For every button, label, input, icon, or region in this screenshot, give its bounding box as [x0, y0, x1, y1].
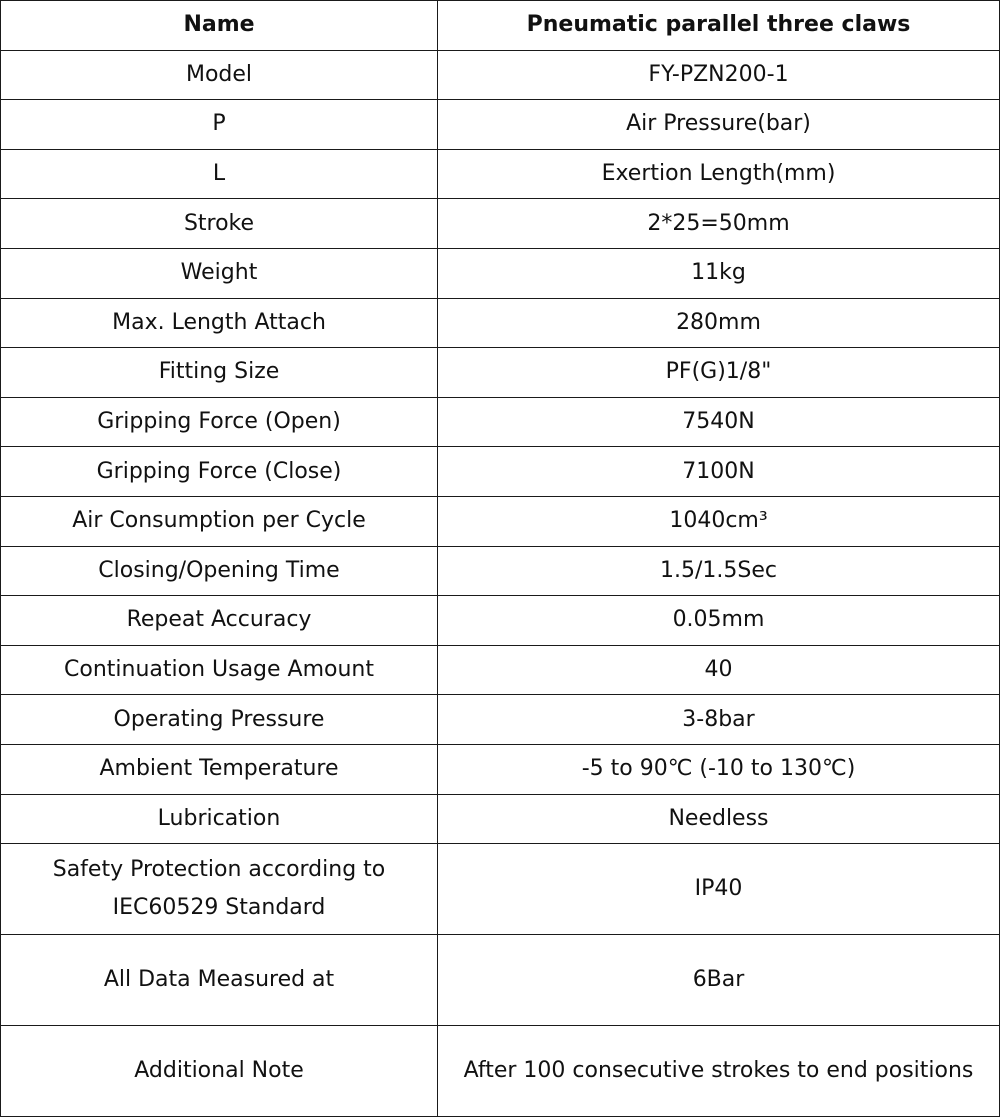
table-row — [1, 645, 1000, 695]
row-value: IP40 — [438, 844, 1000, 935]
table-row — [1, 1026, 1000, 1117]
row-value: FY-PZN200-1 — [438, 50, 1000, 100]
table-header-row — [1, 1, 1000, 51]
row-value: 7100N — [438, 447, 1000, 497]
row-value: After 100 consecutive strokes to end positions — [438, 1026, 1000, 1117]
row-value: 1.5/1.5Sec — [438, 546, 1000, 596]
row-value: 40 — [438, 645, 1000, 695]
table-row — [1, 844, 1000, 935]
row-label: Weight — [1, 248, 438, 298]
row-value: -5 to 90℃ (-10 to 130℃) — [438, 744, 1000, 794]
row-label: Operating Pressure — [1, 695, 438, 745]
row-value: PF(G)1/8" — [438, 348, 1000, 398]
row-label: Continuation Usage Amount — [1, 645, 438, 695]
row-value: 7540N — [438, 397, 1000, 447]
row-value: Needless — [438, 794, 1000, 844]
table-row — [1, 348, 1000, 398]
row-label: P — [1, 100, 438, 150]
row-label: All Data Measured at — [1, 935, 438, 1026]
header-cell-product: Pneumatic parallel three claws — [438, 1, 1000, 51]
row-label: Ambient Temperature — [1, 744, 438, 794]
table-row — [1, 199, 1000, 249]
table-row — [1, 397, 1000, 447]
table-row — [1, 546, 1000, 596]
row-label: Max. Length Attach — [1, 298, 438, 348]
table-row — [1, 149, 1000, 199]
row-value: 280mm — [438, 298, 1000, 348]
row-label: L — [1, 149, 438, 199]
header-cell-name: Name — [1, 1, 438, 51]
table-row — [1, 248, 1000, 298]
table-row — [1, 496, 1000, 546]
row-label: Model — [1, 50, 438, 100]
row-label: Safety Protection according to IEC60529 Standard — [1, 844, 438, 935]
row-label: Gripping Force (Open) — [1, 397, 438, 447]
row-label: Additional Note — [1, 1026, 438, 1117]
row-label: Lubrication — [1, 794, 438, 844]
table-row — [1, 100, 1000, 150]
table-row — [1, 744, 1000, 794]
table-row — [1, 596, 1000, 646]
row-value: Air Pressure(bar) — [438, 100, 1000, 150]
row-label: Closing/Opening Time — [1, 546, 438, 596]
row-value: 6Bar — [438, 935, 1000, 1026]
row-value: 3-8bar — [438, 695, 1000, 745]
table-row — [1, 50, 1000, 100]
row-label: Stroke — [1, 199, 438, 249]
row-label: Fitting Size — [1, 348, 438, 398]
table-row — [1, 695, 1000, 745]
row-label: Gripping Force (Close) — [1, 447, 438, 497]
row-value: 1040cm³ — [438, 496, 1000, 546]
table-row — [1, 794, 1000, 844]
row-value: 2*25=50mm — [438, 199, 1000, 249]
row-label: Repeat Accuracy — [1, 596, 438, 646]
row-label: Air Consumption per Cycle — [1, 496, 438, 546]
row-value: 0.05mm — [438, 596, 1000, 646]
table-row — [1, 935, 1000, 1026]
row-value: Exertion Length(mm) — [438, 149, 1000, 199]
table-row — [1, 298, 1000, 348]
row-value: 11kg — [438, 248, 1000, 298]
table-row — [1, 447, 1000, 497]
